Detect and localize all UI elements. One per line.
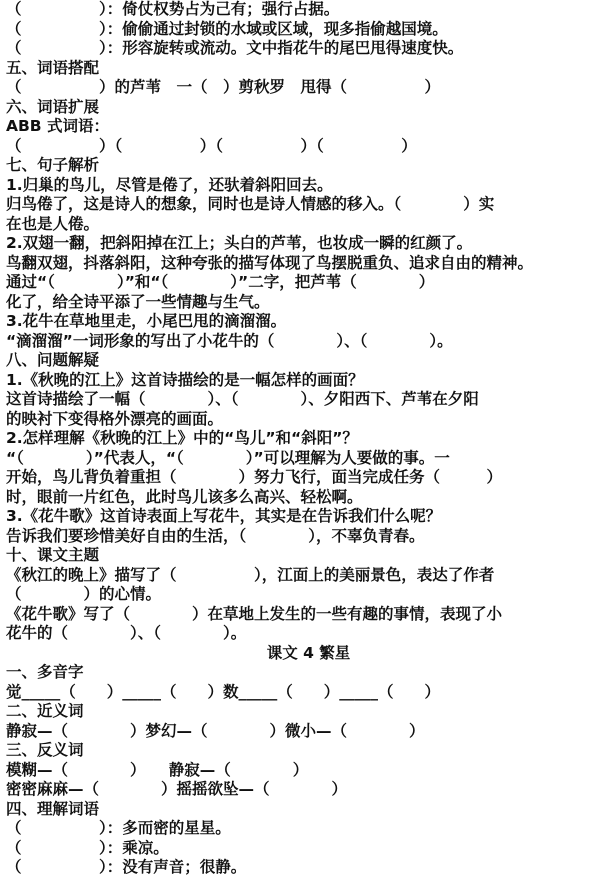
worksheet-line: （ ）的心情。 (6, 585, 162, 603)
worksheet-line: （ ）：偷偷通过封锁的水域或区域，现多指偷越国境。 (6, 19, 448, 38)
worksheet-line: 《花牛歌》写了（ ）在草地上发生的一些有趣的事情，表现了小 (6, 604, 503, 623)
worksheet-line: （ ）：没有声音；很静。 (6, 858, 247, 876)
section-heading: 一、多音字 (6, 663, 84, 681)
worksheet-line: （ ）：乘凉。 (6, 838, 169, 857)
worksheet-line: （ ）：倚仗权势占为己有；强行占据。 (6, 0, 340, 18)
worksheet-line: 2.双翅一翻，把斜阳掉在江上；头白的芦苇，也妆成一瞬的红颜了。 (6, 234, 473, 252)
worksheet-line: 的映衬下变得格外漂亮的画面。 (6, 409, 224, 428)
worksheet-line: ABB 式词语： (6, 117, 110, 135)
section-heading: 三、反义词 (6, 741, 84, 759)
section-heading: 六、词语扩展 (6, 97, 100, 116)
worksheet-line: 《秋江的晚上》描写了（ ），江面上的美丽景色，表达了作者 (6, 565, 495, 584)
worksheet-line: 3.花牛在草地里走，小尾巴甩的滴溜溜。 (6, 312, 287, 330)
worksheet-line: 1.归巢的鸟儿，尽管是倦了，还驮着斜阳回去。 (6, 175, 333, 194)
worksheet-line: 这首诗描绘了一幅（ ）、（ ）、夕阳西下、芦苇在夕阳 (6, 390, 479, 408)
section-heading: 五、词语搭配 (6, 58, 100, 77)
worksheet-line: 模糊—（ ） 静寂—（ ） (6, 760, 309, 779)
worksheet-line: （ ）：形容旋转或流动。文中指花牛的尾巴甩得速度快。 (6, 39, 464, 57)
worksheet-line: 花牛的（ ）、（ ）。 (6, 624, 247, 642)
worksheet-line: （ ）（ ）（ ）（ ） (6, 136, 417, 155)
worksheet-line: 时，眼前一片红色，此时鸟儿该多么高兴、轻松啊。 (6, 487, 363, 506)
section-heading: 七、句子解析 (6, 156, 100, 174)
worksheet-line: 1.《秋晚的江上》这首诗描绘的是一幅怎样的画面？ (6, 370, 364, 389)
worksheet-line: 2.怎样理解《秋晚的江上》中的“鸟儿”和“斜阳”？ (6, 429, 358, 447)
worksheet-line: 化了，给全诗平添了一些情趣与生气。 (6, 292, 270, 311)
section-heading: 十、课文主题 (6, 546, 100, 564)
worksheet-line: 开始，鸟儿背负着重担（ ）努力飞行，面当完成任务（ ） (6, 468, 503, 486)
worksheet-line: 通过“（ ）”和“（ ）”二字，把芦苇（ ） (6, 273, 435, 291)
worksheet-line: “滴溜溜”一词形象的写出了小花牛的（ ）、（ ）。 (6, 331, 453, 350)
lesson-title: 课文 4 繁星 (266, 643, 351, 662)
worksheet-line: “（ ）”代表人，“（ ）”可以理解为人要做的事。一 (6, 448, 450, 467)
worksheet-line: 归鸟倦了，这是诗人的想象，同时也是诗人情感的移入。（ ）实 (6, 195, 495, 213)
worksheet-line: 静寂—（ ）梦幻—（ ）微小—（ ） (6, 721, 425, 740)
section-heading: 八、问题解疑 (6, 351, 100, 369)
worksheet-line: （ ）：多而密的星星。 (6, 819, 231, 837)
worksheet-line: 在也是人倦。 (6, 214, 100, 233)
worksheet-line: 鸟翻双翅，抖落斜阳，这种夸张的描写体现了鸟摆脱重负、追求自由的精神。 (6, 253, 534, 272)
worksheet-line: 觉_____（ ）_____（ ）数_____（ ）_____（ ） (6, 682, 441, 701)
worksheet-line: 密密麻麻—（ ）摇摇欲坠—（ ） (6, 780, 348, 798)
worksheet-line: 告诉我们要珍惜美好自由的生活，（ ），不辜负青春。 (6, 526, 425, 545)
worksheet-line: （ ）的芦苇 一（ ）剪秋罗 甩得（ ） (6, 78, 441, 96)
section-heading: 四、理解词语 (6, 799, 100, 818)
worksheet-line: 3.《花牛歌》这首诗表面上写花牛，其实是在告诉我们什么呢？ (6, 507, 442, 525)
section-heading: 二、近义词 (6, 702, 84, 720)
